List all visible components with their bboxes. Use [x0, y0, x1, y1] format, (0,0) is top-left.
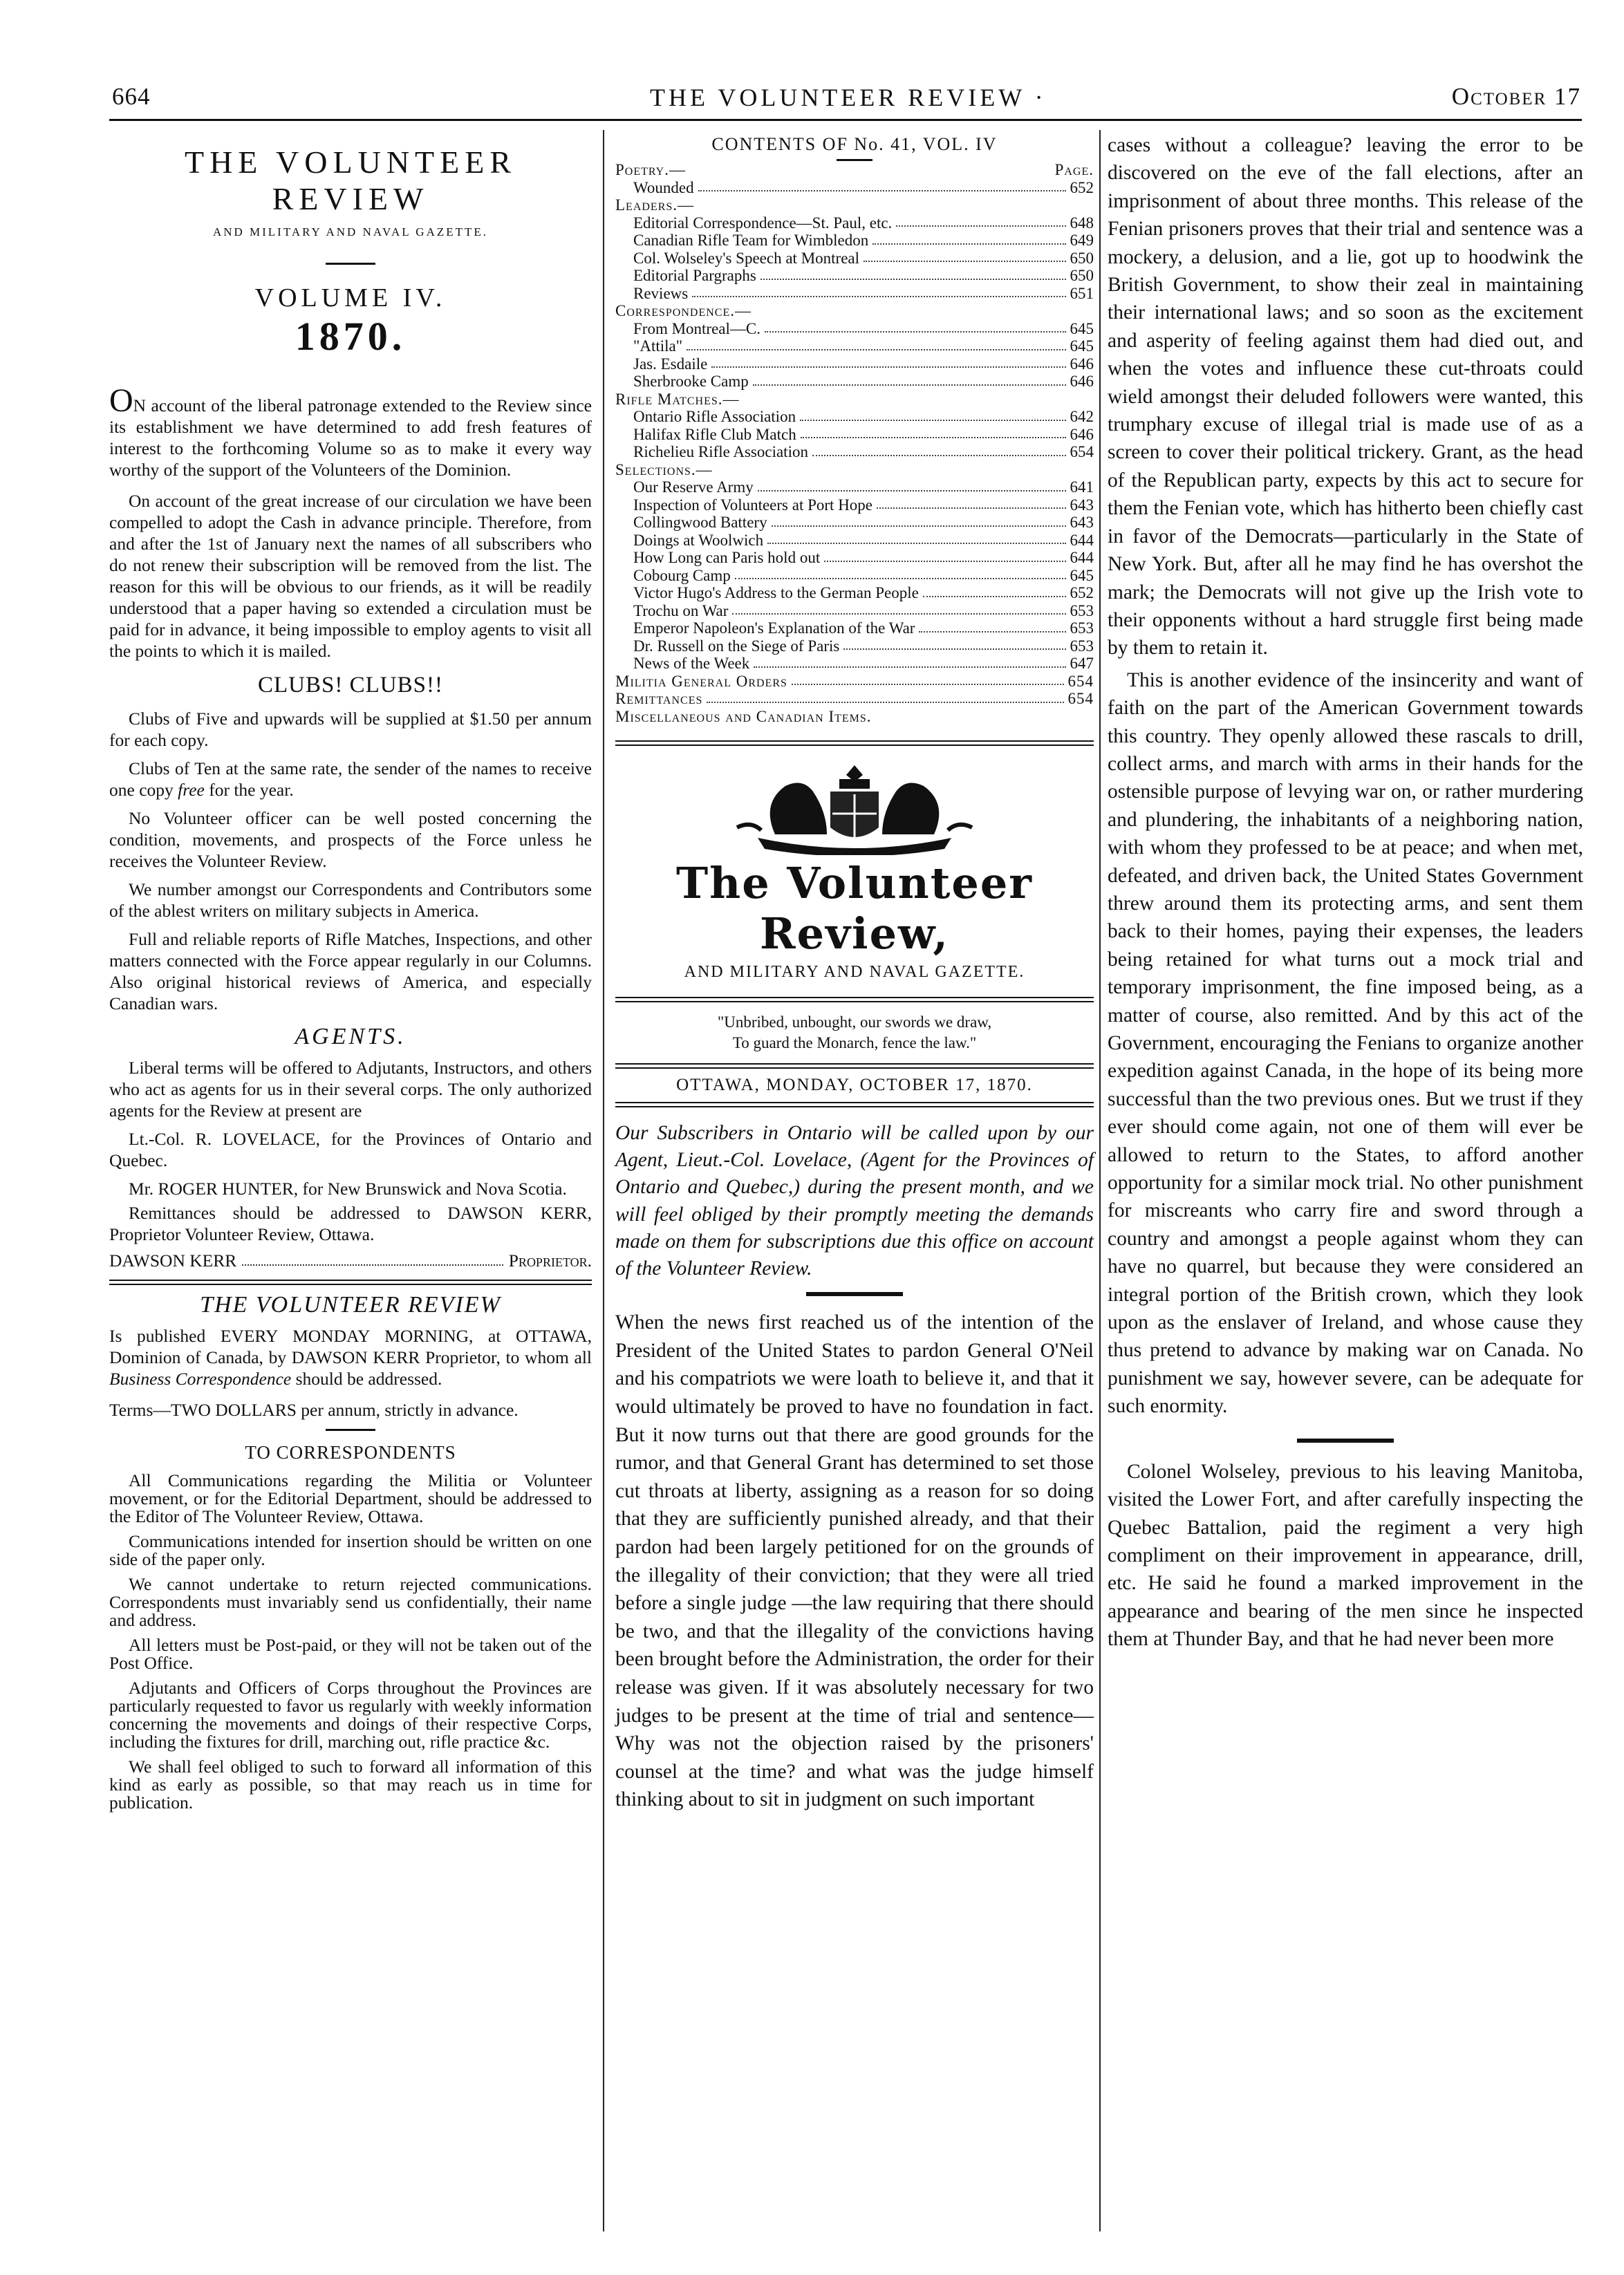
pub-italic: Business Correspondence [109, 1369, 292, 1389]
leader-dots [687, 337, 1065, 350]
entry-page: 651 [1070, 284, 1094, 302]
leader-dots [772, 514, 1066, 527]
clubs-paragraph-4: We number amongst our Correspondents and Contributors some of the ablest writers on military subjects in America. [109, 879, 592, 921]
leader-dots [872, 232, 1065, 245]
contents-entry [615, 267, 1094, 285]
leader-dots [792, 673, 1064, 686]
entry-page: 650 [1070, 249, 1094, 267]
entry-page: 646 [1070, 355, 1094, 373]
contents-section-heading [615, 302, 1094, 320]
column-1 [109, 130, 592, 1812]
entry-page: 653 [1070, 637, 1094, 655]
intro-paragraph-1: ON account of the liberal patronage extended to the Review since its establishment we have determined to add fresh features of interest to the forthcoming Volume so as to make it every way worthy of the support of the Volunteers of the Dominion. [109, 382, 592, 480]
leader-dots [754, 655, 1065, 668]
contents-section-heading [615, 461, 1094, 479]
thick-rule [1297, 1439, 1394, 1443]
entry-page: 645 [1070, 566, 1094, 584]
double-rule [615, 997, 1094, 1002]
contents-entry [615, 179, 1094, 197]
running-date: October 17 [1451, 83, 1581, 110]
entry-page: 654 [1067, 690, 1094, 707]
entry-page: 642 [1070, 408, 1094, 425]
entry-page: 645 [1070, 337, 1094, 355]
correspondents-paragraph-2: Communications intended for insertion should be written on one side of the paper only. [109, 1531, 592, 1569]
entry-page: 645 [1070, 319, 1094, 337]
leader-dots [923, 584, 1066, 597]
contents-entry [615, 619, 1094, 637]
column-3 [1108, 130, 1583, 1654]
proprietor-dots [242, 1251, 503, 1266]
subscriber-notice: Our Subscribers in Ontario will be called upon by our Agent, Lieut.-Col. Lovelace, (Agent for the Provinces of Ontario and Quebec,) during the present month, and we will feel obliged by their promptly meeting the demands made on them for subscriptions due this office on account of the Volunteer Review. [615, 1122, 1094, 1280]
proprietor-name: DAWSON KERR [109, 1251, 237, 1271]
leader-dots [896, 214, 1065, 227]
section-name: Correspondence.— [615, 302, 752, 319]
year-heading: 1870. [295, 314, 407, 359]
entry-title: How Long can Paris hold out [633, 549, 821, 566]
motto-line-1: "Unbribed, unbought, our swords we draw, [717, 1013, 992, 1031]
contents-entry [615, 355, 1094, 373]
article-2-paragraph-1: Colonel Wolseley, previous to his leaving Manitoba, visited the Lower Fort, and after carefully inspecting the Quebec Battalion, paid the regiment a very high compliment on their improvement in appearance, drill, etc. He said he found a marked improvement in the appearance and bearing of the men since he inspected them at Thunder Bay, and that he had never been more [1108, 1460, 1583, 1651]
correspondents-paragraph-5: Adjutants and Officers of Corps throughout the Provinces are particularly requested to favor us regularly with weekly information concerning the movements and doings of their respective Corps, including the fixtures for drill, marching out, rifle practice &c. [109, 1678, 592, 1752]
double-rule [615, 1063, 1094, 1069]
entry-title: Cobourg Camp [633, 566, 731, 584]
entry-page: 643 [1070, 514, 1094, 531]
page-column-label: Page. [1054, 161, 1094, 178]
entry-page: 646 [1070, 425, 1094, 443]
leader-dots [760, 267, 1066, 280]
royal-crest-icon [709, 758, 1000, 855]
running-title: THE VOLUNTEER REVIEW · [650, 84, 1047, 111]
contents-entry [615, 408, 1094, 426]
leader-dots [753, 373, 1066, 386]
entry-title: Collingwood Battery [633, 514, 767, 531]
entry-title: Ontario Rifle Association [633, 408, 796, 425]
contents-entry: Miscellaneous and Canadian Items. [615, 707, 872, 725]
entry-title: Victor Hugo's Address to the German People [633, 584, 919, 601]
section-name: Rifle Matches.— [615, 390, 740, 408]
masthead-motto [615, 1012, 1094, 1054]
short-rule [326, 263, 375, 265]
correspondents-paragraph-6: We shall feel obliged to such to forward all information of this kind as early as possible, so that may reach us in time for publication. [109, 1757, 592, 1813]
agents-paragraph-3: Mr. ROGER HUNTER, for New Brunswick and Nova Scotia. [129, 1179, 567, 1199]
contents-entry [615, 514, 1094, 532]
article-1-paragraph-1: When the news first reached us of the intention of the President of the United States to pardon General O'Neil and his compatriots we were loath to believe it, and that it would ultimately be proved to have no foundation in fact. But it now turns out that there are good grounds for the rumor, and that General Grant has determined to set those cut throats at liberty, assigning as a reason for so doing that they are sufficiently punished already, and that their pardon had been largely petitioned for on the grounds of the illegality of their conviction; that they were all tried before a single judge —the law requiring that there should be two, and that the illegality of the convictions having been brought before the Administration, the order for their release was given. If it was absolutely necessary for two judges to be present at the time of trial and sentence—Why was not the objection raised by the prisoners' counsel at the time? and what was the judge himself thinking about to sit in judgment on such important [615, 1311, 1094, 1811]
agents-paragraph-2: Lt.-Col. R. LOVELACE, for the Provinces of Ontario and Quebec. [109, 1129, 592, 1170]
thick-rule [806, 1292, 903, 1296]
entry-title: Wounded [633, 178, 694, 196]
contents-entry [615, 602, 1094, 620]
contents-entry [615, 232, 1094, 250]
prospectus-subtitle: AND MILITARY AND NAVAL GAZETTE. [212, 225, 489, 238]
section-name: Leaders.— [615, 196, 695, 214]
contents-entry [615, 637, 1094, 655]
entry-page: 641 [1070, 478, 1094, 496]
dateline: OTTAWA, MONDAY, OCTOBER 17, 1870. [676, 1076, 1033, 1094]
entry-page: 654 [1067, 672, 1094, 690]
entry-title: News of the Week [633, 655, 750, 672]
leader-dots [801, 426, 1066, 439]
leader-dots [800, 408, 1065, 421]
entry-title: Sherbrooke Camp [633, 373, 749, 390]
correspondents-paragraph-1: All Communications regarding the Militia or Volunteer movement, or for the Editorial Department, should be addressed to the Editor of The Volunteer Review, Ottawa. [109, 1470, 592, 1526]
publication-heading: THE VOLUNTEER REVIEW [200, 1292, 501, 1318]
clubs-paragraph-1: Clubs of Five and upwards will be supplied at $1.50 per annum for each copy. [109, 709, 592, 750]
leader-dots [735, 567, 1066, 580]
entry-page: 654 [1070, 443, 1094, 460]
contents-entry [615, 584, 1094, 602]
pub-text: Is published EVERY MONDAY MORNING, at OTTAWA, Dominion of Canada, by DAWSON KERR Proprietor, to whom all [109, 1326, 592, 1367]
contents-entry [615, 320, 1094, 338]
leader-dots [864, 250, 1066, 263]
entry-title: Canadian Rifle Team for Wimbledon [633, 232, 869, 249]
terms-paragraph: Terms—TWO DOLLARS per annum, strictly in advance. [109, 1400, 519, 1420]
contents-entry [615, 690, 1094, 708]
entry-title: Inspection of Volunteers at Port Hope [633, 496, 873, 514]
clubs-paragraph-5: Full and reliable reports of Rifle Matches, Inspections, and other matters connected with the Force appear regularly in our Columns. Also original historical reviews of America, and especially Canadian wars. [109, 929, 592, 1013]
leader-dots [692, 285, 1065, 298]
correspondents-paragraph-3: We cannot undertake to return rejected communications. Correspondents must invariably send us confidentially, their name and address. [109, 1574, 592, 1630]
entry-title: Remittances [615, 690, 703, 707]
leader-dots [711, 355, 1065, 368]
agents-paragraph-4: Remittances should be addressed to DAWSON KERR, Proprietor Volunteer Review, Ottawa. [109, 1203, 592, 1244]
column-divider-right [1099, 130, 1101, 2231]
contents-section-heading [615, 391, 1094, 409]
clubs-paragraph-3: No Volunteer officer can be well posted concerning the condition, movements, and prospects of the Force unless he receives the Volunteer Review. [109, 808, 592, 871]
entry-title: From Montreal—C. [633, 319, 760, 337]
entry-title: Jas. Esdaile [633, 355, 708, 373]
contents-entry [615, 250, 1094, 268]
contents-entry [615, 567, 1094, 585]
entry-title: Trochu on War [633, 601, 729, 619]
entry-page: 647 [1070, 655, 1094, 672]
entry-title: "Attila" [633, 337, 683, 355]
contents-entry [615, 549, 1094, 567]
masthead-subtitle: AND MILITARY AND NAVAL GAZETTE. [684, 963, 1025, 981]
contents-entry [615, 532, 1094, 550]
leader-dots [843, 637, 1065, 650]
clubs-paragraph-2 [109, 758, 592, 801]
leader-dots [919, 619, 1065, 633]
proprietor-title: Proprietor. [508, 1251, 592, 1271]
leader-dots [765, 320, 1066, 333]
column-divider-left [603, 130, 604, 2231]
contents-entry [615, 426, 1094, 444]
column-2 [615, 130, 1094, 1814]
leader-dots [758, 478, 1066, 491]
contents-section-heading [615, 196, 1094, 214]
entry-page: 648 [1070, 214, 1094, 232]
agents-paragraph-1: Liberal terms will be offered to Adjutants, Instructors, and others who act as agents for us in their several corps. The only authorized agents for the Review at present are [109, 1058, 592, 1121]
section-name: Selections.— [615, 460, 713, 478]
short-rule [326, 1429, 375, 1431]
contents-entry [615, 373, 1094, 391]
leader-dots [812, 443, 1066, 456]
contents-entry [615, 496, 1094, 514]
correspondents-paragraph-4: All letters must be Post-paid, or they will not be taken out of the Post Office. [109, 1635, 592, 1673]
entry-title: Dr. Russell on the Siege of Paris [633, 637, 840, 655]
article-1-continued: cases without a colleague? leaving the error to be discovered on the eve of the fall elections, after an imprisonment of about three months. This release of the Fenian prisoners proves that their trial and sentence was a mockery, a delusion, and a lie, got up to hoodwink the British Government, to show their zeal in maintaining their international laws; and so soon as the excitement and asperity of feeling against them had died out, and when the votes and influence these cut-throats could wield amongst their deluded followers were wanted, this trumphary excuse of illegal trial is made use of as a screen to cover their political trickery. Grant, as the head of the Republican party, expects by this act to secure for them the Fenian vote, which has hitherto been chiefly cast in favor of the Democrats—particularly in the State of New York. But, after all he may find he has overshot the mark; the Democrats will not give up the Irish vote to their opponents without a hard struggle first being made by them to retain it. [1108, 134, 1583, 659]
contents-entry [615, 214, 1094, 232]
entry-title: Halifax Rifle Club Match [633, 425, 796, 443]
leader-dots [824, 549, 1065, 562]
publication-paragraph [109, 1325, 592, 1389]
article-1-paragraph-2: This is another evidence of the insincerity and want of faith on the part of the American Government towards this country. They openly allowed these rascals to drill, collect arms, and march with arms in their hands for the ostensible purpose of levying war on, or rather murdering and plundering, the inhabitants of a neighboring nation, with whom they professed to be at peace; and when met, defeated, and driven back, the United States Government threw around them its protecting arms, and sent them back to their homes, paying their expenses, the leaders being retained for what turns out a mock trial and temporary imprisonment, the fine imposed being, as a matter of course, also remitted. And by this act of the Government, encouraging the Fenians to organize another expedition against Canada, in the hope of its being more successful than the two previous ones. But we trust if they ever should come again, not one of them will ever be allowed to return to the States, to afford another opportunity for a similar mock trial. No other punishment for miscreants who carry fire and sword through a country and amongst a people against whom they can have no quarrel, but because they were considered an integral portion of the British crown, which they look upon as the enslaver of Ireland, and whose cause they thus pretend to advance by making war on Canada. No punishment we say, however severe, can be adequate for such enormity. [1108, 668, 1583, 1418]
clubs-heading: CLUBS! CLUBS!! [258, 673, 443, 698]
page-number: 664 [112, 83, 151, 110]
entry-title: Reviews [633, 284, 689, 302]
contents-entry [615, 673, 1094, 691]
contents-entry [615, 655, 1094, 673]
leader-dots [732, 602, 1065, 615]
double-rule [109, 1280, 592, 1285]
double-rule [615, 740, 1094, 746]
entry-page: 652 [1070, 178, 1094, 196]
contents-title: CONTENTS OF No. 41, VOL. IV [711, 134, 998, 154]
entry-page: 649 [1070, 232, 1094, 249]
contents-entry [615, 337, 1094, 355]
intro-paragraph-2: On account of the great increase of our circulation we have been compelled to adopt the Cash in advance principle. Therefore, from and after the 1st of January next the names of all subscribers who do not renew their subscription will be removed from the list. The reason for this will be obvious to our friends, as it will be readily understood that a paper having so extended a circulation must be paid for in advance, it being impossible to employ agents to visit all the points to which it is mailed. [109, 491, 592, 661]
header-rule [109, 119, 1582, 121]
entry-page: 646 [1070, 373, 1094, 390]
clubs-p2-end: for the year. [204, 780, 294, 800]
volume-heading: VOLUME IV. [254, 283, 447, 312]
entry-title: Our Reserve Army [633, 478, 754, 496]
double-rule [615, 1102, 1094, 1107]
entry-title: Editorial Correspondence—St. Paul, etc. [633, 214, 893, 232]
entry-page: 653 [1070, 601, 1094, 619]
contents-entry [615, 285, 1094, 303]
leader-dots [877, 496, 1065, 509]
entry-page: 644 [1070, 531, 1094, 549]
entry-title: Richelieu Rifle Association [633, 443, 808, 460]
contents-list [615, 161, 1094, 725]
proprietor-line [109, 1251, 592, 1271]
contents-entry [615, 478, 1094, 496]
contents-section-heading [615, 161, 1094, 179]
prospectus-title: THE VOLUNTEER REVIEW [184, 144, 517, 216]
leader-dots [698, 179, 1066, 192]
leader-dots [767, 532, 1065, 545]
entry-title: Emperor Napoleon's Explanation of the War [633, 619, 915, 637]
correspondents-heading: TO CORRESPONDENTS [245, 1442, 456, 1463]
entry-title: Doings at Woolwich [633, 531, 764, 549]
entry-page: 643 [1070, 496, 1094, 514]
entry-page: 653 [1070, 619, 1094, 637]
entry-page: 650 [1070, 267, 1094, 284]
clubs-p2-text: Clubs of Ten at the same rate, the sender of the names to receive one copy [109, 758, 592, 800]
section-name: Poetry.— [615, 161, 686, 178]
entry-page: 652 [1070, 584, 1094, 601]
contents-entry [615, 443, 1094, 461]
entry-title: Editorial Pargraphs [633, 267, 756, 284]
entry-title: Col. Wolseley's Speech at Montreal [633, 249, 859, 267]
masthead-title: The Volunteer Review, [676, 858, 1033, 959]
entry-page: 644 [1070, 549, 1094, 566]
agents-heading: AGENTS. [295, 1024, 407, 1049]
leader-dots [707, 690, 1063, 703]
motto-line-2: To guard the Monarch, fence the law." [732, 1034, 977, 1051]
pub-end: should be addressed. [291, 1369, 442, 1389]
entry-title: Militia General Orders [615, 672, 787, 690]
clubs-p2-free: free [178, 780, 205, 800]
